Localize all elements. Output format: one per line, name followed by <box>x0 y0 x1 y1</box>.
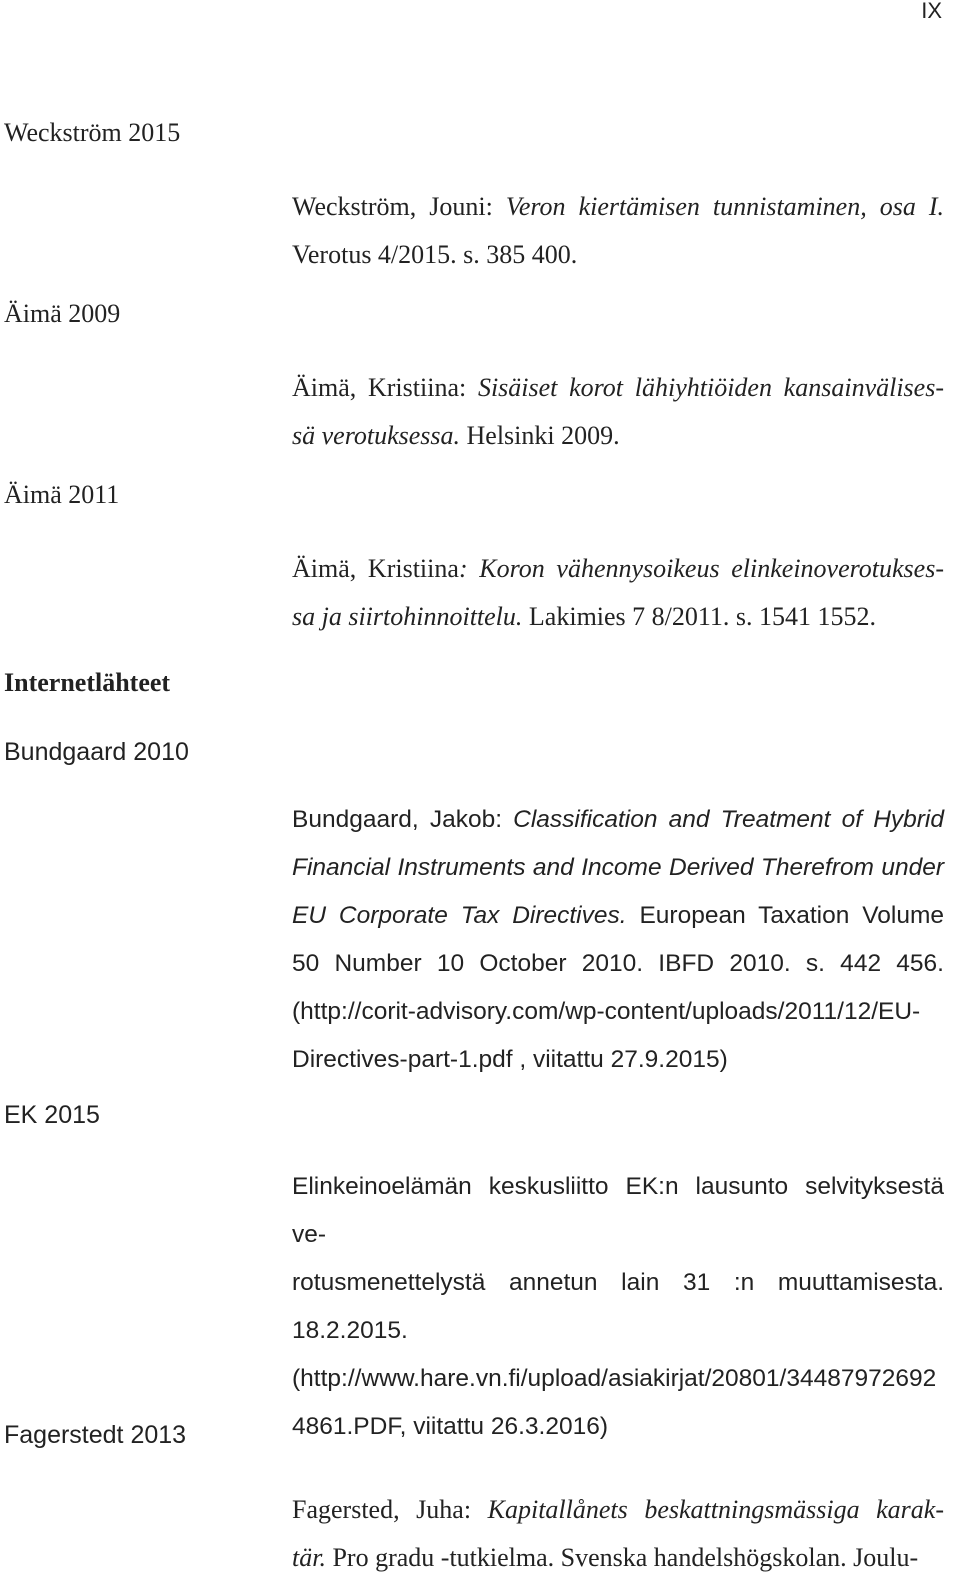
reference-line: sa ja siirtohinnoittelu. Lakimies 7 8/2011. s. 1541 1552. <box>292 602 877 631</box>
reference-line: Fagersted, Juha: Kapitallånets beskattningsmässiga karak- <box>292 1495 945 1524</box>
reference-line: Äimä, Kristiina: Koron vähennysoikeus elinkeinoverotukses- <box>292 554 944 583</box>
reference-label: Fagerstedt 2013 <box>4 1421 187 1449</box>
reference-line: EU Corporate Tax Directives. European Taxation Volume <box>292 902 944 929</box>
reference-line: 18.2.2015. <box>292 1317 408 1344</box>
reference-line: Verotus 4/2015. s. 385 400. <box>292 240 578 269</box>
reference-line: rotusmenettelystä annetun lain 31 :n muuttamisesta. <box>292 1269 944 1296</box>
reference-entry <box>292 364 944 460</box>
reference-line: (http://www.hare.vn.fi/upload/asiakirjat/20801/34487972692 <box>292 1365 937 1392</box>
reference-label: Bundgaard 2010 <box>4 738 189 766</box>
reference-label: Weckström 2015 <box>4 118 181 147</box>
reference-line: 4861.PDF, viitattu 26.3.2016) <box>292 1413 608 1440</box>
reference-line: (http://corit-advisory.com/wp-content/uploads/2011/12/EU- <box>292 998 921 1025</box>
reference-entry <box>292 1163 944 1451</box>
reference-line: 50 Number 10 October 2010. IBFD 2010. s. 442 456. <box>292 950 944 977</box>
reference-line: Bundgaard, Jakob: Classification and Treatment of Hybrid <box>292 806 944 833</box>
reference-entry <box>292 1486 944 1582</box>
reference-label: Äimä 2011 <box>4 480 120 509</box>
reference-label: EK 2015 <box>4 1101 100 1129</box>
reference-line: Weckström, Jouni: Veron kiertämisen tunnistaminen, osa I. <box>292 192 945 221</box>
section-heading: Internetlähteet <box>4 668 171 697</box>
reference-label: Äimä 2009 <box>4 299 121 328</box>
reference-line: Financial Instruments and Income Derived Therefrom under <box>292 854 944 881</box>
reference-entry <box>292 796 944 1084</box>
reference-line: Directives-part-1.pdf , viitattu 27.9.2015) <box>292 1046 728 1073</box>
page-number: IX <box>921 0 942 23</box>
reference-entry <box>292 545 944 641</box>
reference-line: Äimä, Kristiina: Sisäiset korot lähiyhtiöiden kansainvälises- <box>292 373 944 402</box>
reference-line: tär. Pro gradu -tutkielma. Svenska handelshögskolan. Joulu- <box>292 1543 919 1572</box>
reference-line: Elinkeinoelämän keskusliitto EK:n lausunto selvityksestä ve- <box>292 1173 944 1248</box>
reference-line: sä verotuksessa. Helsinki 2009. <box>292 421 620 450</box>
reference-entry <box>292 183 944 279</box>
